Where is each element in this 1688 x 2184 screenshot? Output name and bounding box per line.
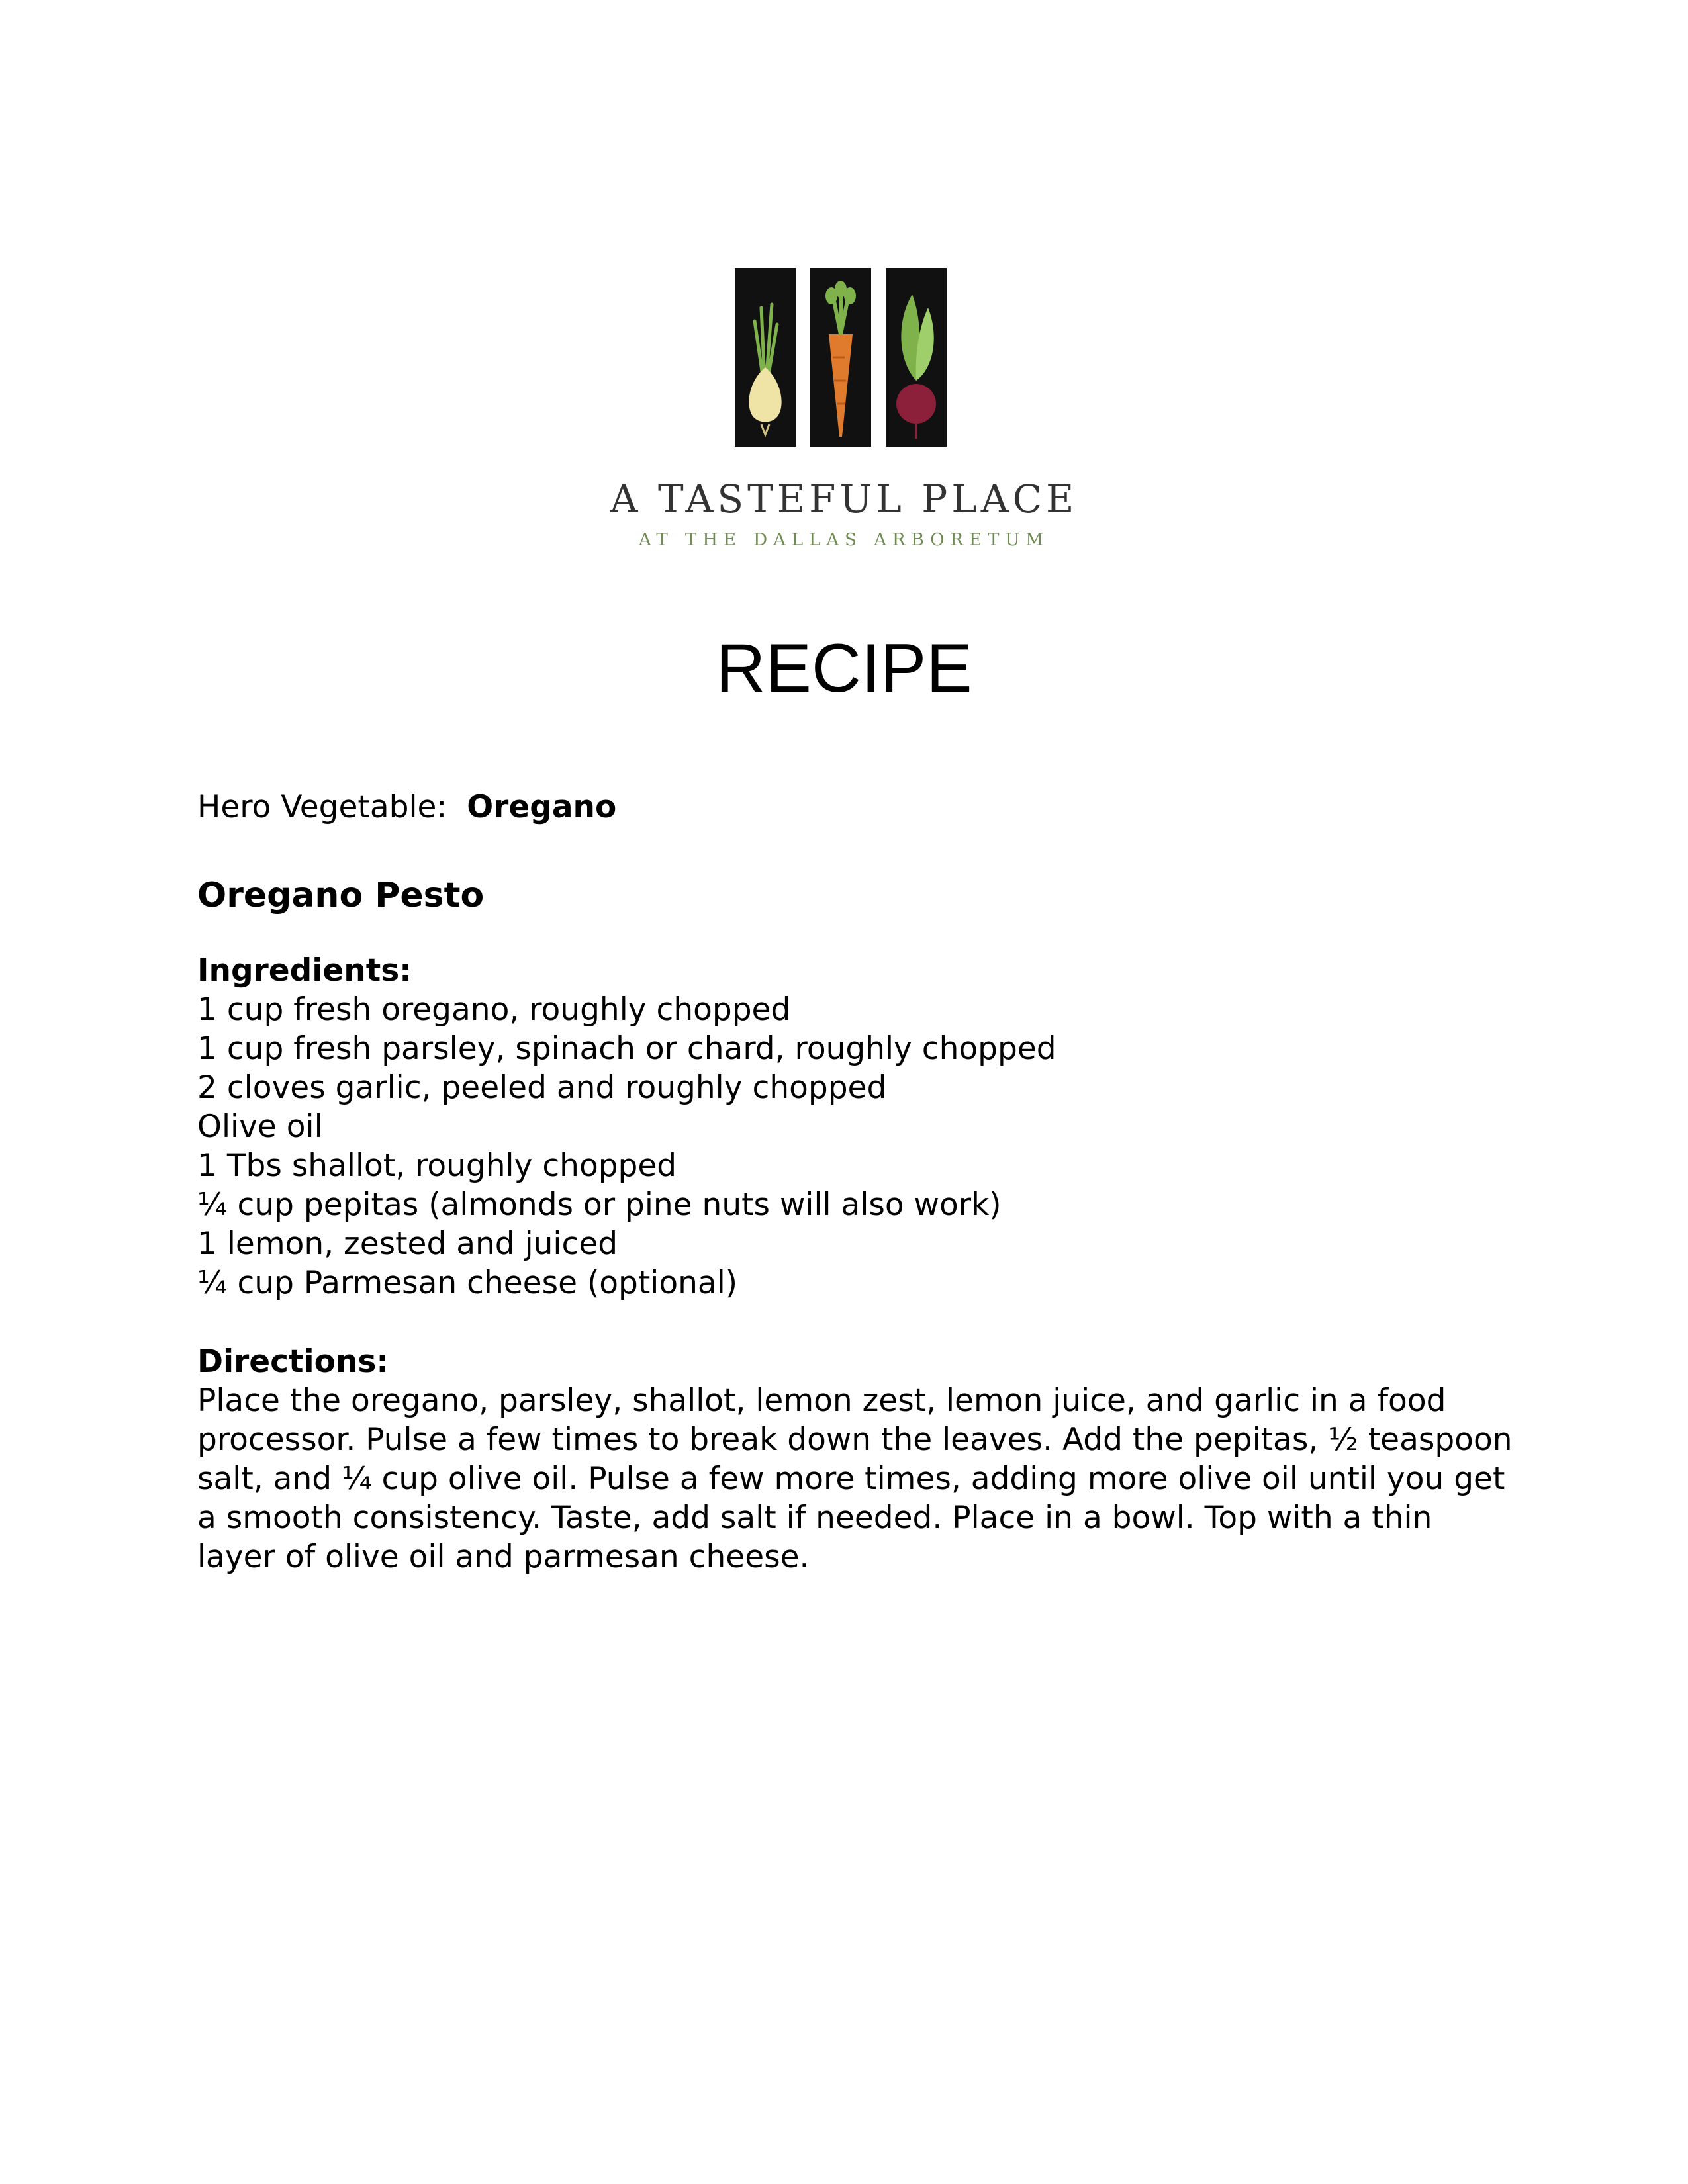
ingredient-item: 1 cup fresh oregano, roughly chopped <box>197 991 791 1028</box>
hero-vegetable-value: Oregano <box>467 789 617 825</box>
logo-panel-beet <box>886 268 947 447</box>
ingredient-item: ¼ cup Parmesan cheese (optional) <box>197 1265 738 1301</box>
carrot-icon <box>810 268 871 447</box>
onion-icon <box>735 268 796 447</box>
recipe-content <box>197 788 1515 1576</box>
hero-vegetable-label: Hero Vegetable: <box>197 789 447 825</box>
logo-panel-carrot <box>810 268 871 447</box>
directions-text: Place the oregano, parsley, shallot, lemon zest, lemon juice, and garlic in a food processor. Pulse a few times to break down the leaves. Add the pepitas, ½ teaspoon salt, and ¼ cup olive oil. Pulse a few more times, adding more olive oil until you get a smooth consistency. Taste, add salt if needed. Place in a bowl. Top with a thin layer of olive oil and parmesan cheese. <box>197 1383 1513 1575</box>
hero-vegetable-line <box>197 788 1515 827</box>
ingredients-list <box>197 990 1515 1302</box>
logo-panel-onion <box>735 268 796 447</box>
ingredient-item: 2 cloves garlic, peeled and roughly chopped <box>197 1069 887 1106</box>
ingredient-item: Olive oil <box>197 1109 323 1145</box>
ingredients-heading: Ingredients: <box>197 952 412 989</box>
brand-subtitle: AT THE DALLAS ARBORETUM <box>639 530 1049 550</box>
directions-heading: Directions: <box>197 1343 389 1380</box>
ingredient-item: 1 Tbs shallot, roughly chopped <box>197 1148 677 1184</box>
recipe-name: Oregano Pesto <box>197 876 485 915</box>
ingredient-item: ¼ cup pepitas (almonds or pine nuts will also work) <box>197 1187 1002 1223</box>
logo <box>0 268 1688 553</box>
document-title: RECIPE <box>716 630 972 707</box>
ingredient-item: 1 lemon, zested and juiced <box>197 1226 618 1262</box>
ingredient-item: 1 cup fresh parsley, spinach or chard, roughly chopped <box>197 1030 1056 1067</box>
logo-panels <box>735 268 947 447</box>
beet-icon <box>886 268 947 447</box>
brand-name: A TASTEFUL PLACE <box>610 477 1078 522</box>
